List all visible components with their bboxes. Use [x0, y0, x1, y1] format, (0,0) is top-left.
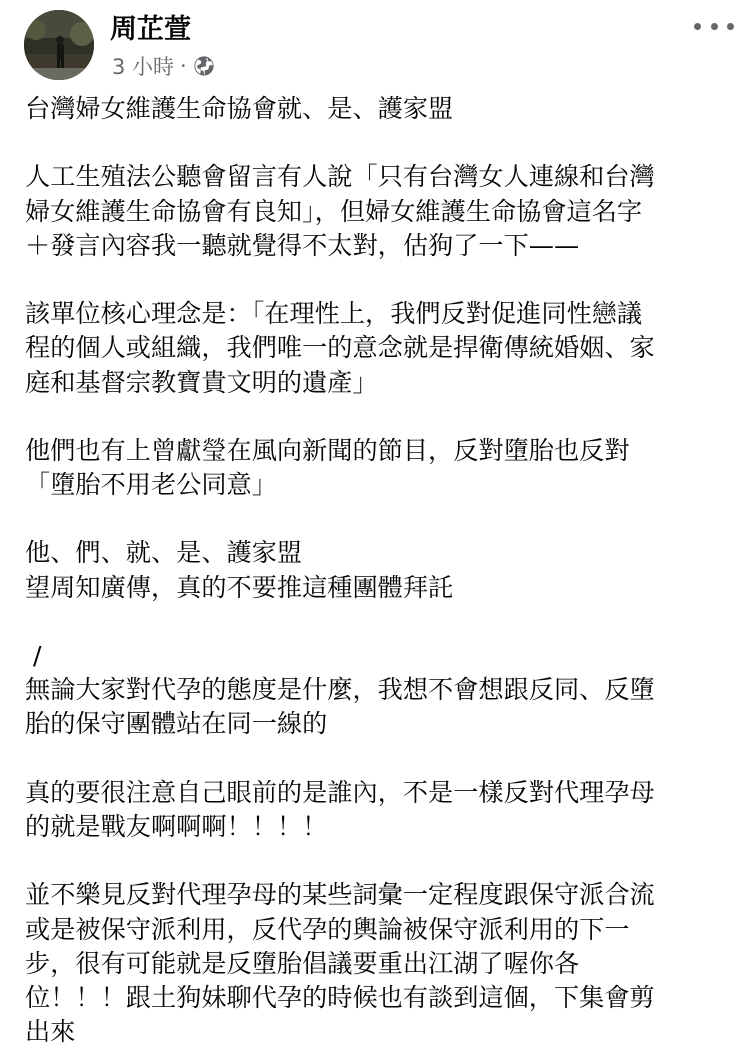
- post-meta: [112, 53, 215, 79]
- more-dot: [694, 23, 701, 30]
- post-line: /: [25, 641, 42, 670]
- post-line: 步，很有可能就是反墮胎倡議要重出江湖了喔你各: [25, 948, 580, 978]
- post-line: 無論大家對代孕的態度是什麼，我想不會想跟反同、反墮: [25, 675, 655, 705]
- post-line: ＋發言內容我一聽就覺得不太對，估狗了一下——: [25, 230, 580, 260]
- post-line-blank: [25, 400, 730, 434]
- post-line: 台灣婦女維護生命協會就、是、護家盟: [25, 94, 454, 123]
- post-line: 婦女維護生命協會有良知」，但婦女維護生命協會這名字: [25, 196, 643, 226]
- author-name[interactable]: 周芷萱: [110, 14, 191, 45]
- avatar-photo: [24, 10, 94, 80]
- post-line-blank: [25, 844, 730, 878]
- post-line: 望周知廣傳，真的不要推這種團體拜託: [25, 572, 454, 602]
- post-line: 程的個人或組織，我們唯一的意念就是捍衛傳統婚姻、家: [25, 333, 655, 363]
- post-line: 胎的保守團體站在同一線的: [25, 709, 328, 739]
- post-line: 並不樂見反對代理孕母的某些詞彙一定程度跟保守派合流: [25, 880, 655, 910]
- post-line: 出來: [25, 1017, 76, 1047]
- post-text: [25, 92, 730, 1049]
- post-timestamp[interactable]: 3 小時: [112, 55, 175, 79]
- post-line: 他們也有上曾獻瑩在風向新聞的節目，反對墮胎也反對: [25, 435, 630, 465]
- post-line: 「墮胎不用老公同意」: [25, 470, 277, 500]
- more-options-icon[interactable]: [694, 14, 734, 38]
- post-line: 的就是戰友啊啊啊！！！！: [25, 811, 328, 841]
- post-line-blank: [25, 502, 730, 536]
- more-dot: [727, 23, 734, 30]
- post-line-blank: [25, 263, 730, 297]
- post-line: 位！！！跟土狗妹聊代孕的時候也有談到這個，下集會剪: [25, 982, 655, 1012]
- meta-separator: ·: [180, 54, 187, 78]
- globe-icon[interactable]: [193, 55, 215, 77]
- post-line-blank: [25, 126, 730, 160]
- post-line: 庭和基督宗教寶貴文明的遺產」: [25, 367, 378, 397]
- post-line: 人工生殖法公聽會留言有人說「只有台灣女人連線和台灣: [25, 162, 655, 192]
- post-header: [0, 0, 754, 88]
- post-line: 他、們、就、是、護家盟: [25, 538, 303, 568]
- avatar[interactable]: [24, 10, 94, 80]
- post-line: 該單位核心理念是：「在理性上，我們反對促進同性戀議: [25, 299, 643, 329]
- post-line-blank: [25, 742, 730, 776]
- post-line-blank: [25, 605, 730, 639]
- post-line: 真的要很注意自己眼前的是誰內，不是一樣反對代理孕母: [25, 777, 655, 807]
- post-line: 或是被保守派利用，反代孕的輿論被保守派利用的下一: [25, 914, 630, 944]
- more-dot: [711, 23, 718, 30]
